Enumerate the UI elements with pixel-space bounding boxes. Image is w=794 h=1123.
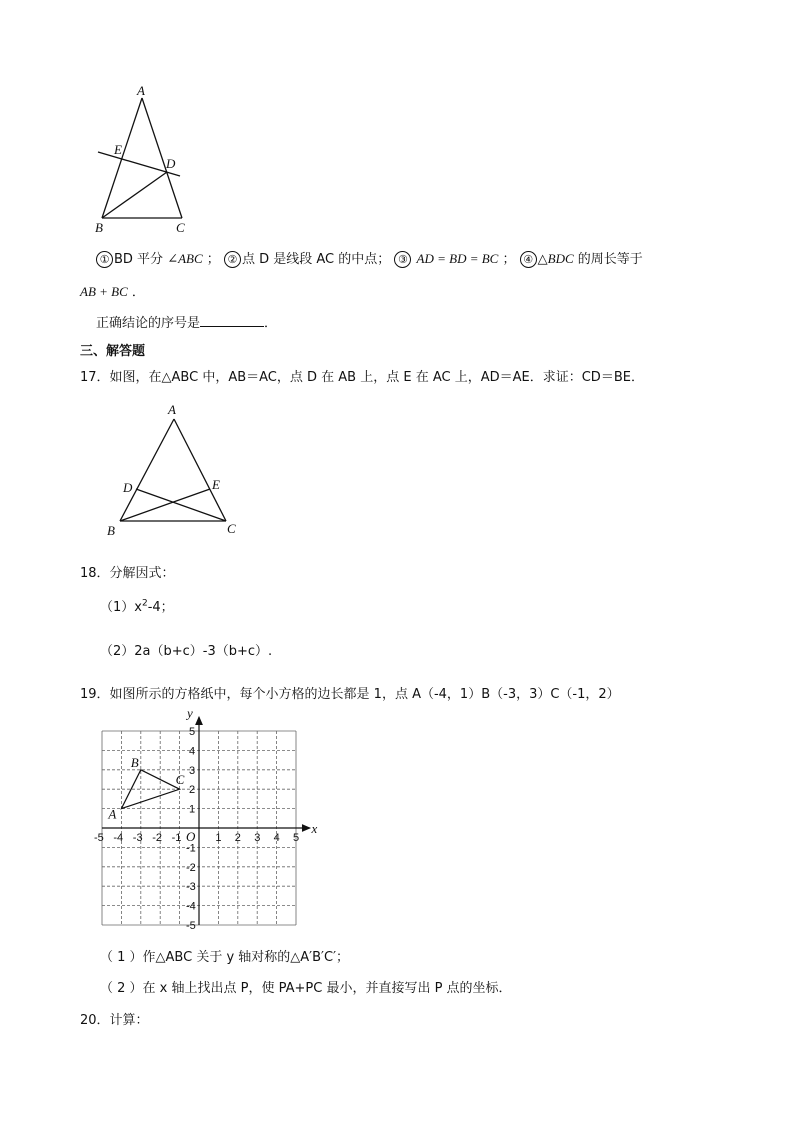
- y-tick-label: 1: [189, 803, 196, 816]
- origin-label: O: [186, 829, 196, 844]
- x-tick-label: 3: [254, 832, 261, 844]
- x-tick-label: -4: [113, 832, 124, 844]
- q19-part-2: （ 2 ）在 x 轴上找出点 P，使 PA+PC 最小，并直接写出 P 点的坐标．: [100, 981, 512, 996]
- q18-part-1-exponent: 2: [141, 598, 148, 609]
- label-c-2: C: [227, 521, 236, 536]
- y-tick-label: -3: [186, 881, 196, 894]
- label-b-2: B: [107, 523, 115, 538]
- q19-text: 19．如图所示的方格纸中，每个小方格的边长都是 1，点 A（-4，1）B（-3，3）C（-1，2）: [80, 687, 620, 702]
- label-d: D: [166, 156, 176, 171]
- x-tick-label: -1: [171, 832, 182, 844]
- circled-number-3: ③: [394, 251, 411, 268]
- x-tick-label: -5: [94, 832, 104, 844]
- point-label-a: A: [108, 806, 117, 822]
- label-c: C: [176, 220, 185, 235]
- y-tick-label: 2: [189, 784, 196, 797]
- y-axis-label: y: [187, 708, 193, 721]
- segment-ab: [102, 98, 142, 218]
- label-e-2: E: [212, 477, 220, 492]
- q16-math-angle-abc: ∠ABC: [167, 251, 203, 266]
- answer-blank[interactable]: [200, 314, 264, 327]
- q18-part-2: （2）2a（b+c）-3（b+c）.: [100, 644, 273, 659]
- q16-math-triangle-bdc: △BDC: [537, 251, 574, 266]
- q19-part-1: （ 1 ）作△ABC 关于 y 轴对称的△A′B′C′；: [100, 950, 350, 965]
- q16-math-ad-bd-bc: AD = BD = BC: [416, 251, 499, 266]
- q18-part-1-a: （1）x: [100, 600, 142, 615]
- q16-answer-end: ．: [264, 316, 278, 331]
- triangle-figure-1: [0, 0, 260, 245]
- q16-math-ab-plus-bc: AB + BC: [80, 284, 128, 299]
- label-d-2: D: [123, 480, 133, 495]
- q16-end: ．: [131, 285, 145, 300]
- label-b: B: [95, 220, 103, 235]
- y-tick-label: -5: [186, 920, 196, 932]
- point-label-c: C: [175, 772, 185, 788]
- label-a-2: A: [168, 402, 176, 417]
- segment-ac: [142, 98, 182, 218]
- segment-ab-2: [120, 419, 174, 521]
- q16-sep3: ；: [502, 252, 516, 267]
- circled-number-4: ④: [520, 251, 537, 268]
- q16-statements-line: [96, 248, 643, 268]
- x-tick-label: 1: [215, 832, 222, 844]
- section-title: 三、解答题: [80, 344, 146, 359]
- q16-statements-line-2: [80, 281, 145, 300]
- circled-number-1: ①: [96, 251, 113, 268]
- q18-text: 18．分解因式：: [80, 566, 175, 581]
- q16-s2: 点 D 是线段 AC 的中点；: [241, 252, 391, 267]
- circled-number-2: ②: [224, 251, 241, 268]
- q16-s1: BD 平分: [114, 252, 164, 267]
- x-tick-label: -3: [132, 832, 143, 844]
- label-a: A: [137, 83, 145, 98]
- q16-s4: 的周长等于: [577, 252, 643, 267]
- point-label-b: B: [130, 754, 139, 770]
- x-tick-label: 4: [273, 832, 280, 844]
- triangle-figure-2: [100, 400, 250, 545]
- y-tick-label: 3: [189, 764, 196, 777]
- y-axis-arrow: [196, 717, 202, 724]
- q18-part-1-b: -4；: [147, 600, 174, 615]
- q16-answer-line: [96, 312, 277, 331]
- y-tick-label: 5: [189, 726, 196, 738]
- q16-answer-prefix: 正确结论的序号是: [96, 316, 201, 331]
- y-tick-label: -4: [186, 900, 196, 913]
- y-tick-label: -1: [186, 842, 196, 855]
- x-tick-label: 5: [293, 832, 300, 844]
- segment-bd: [102, 172, 167, 218]
- q16-sep1: ；: [206, 252, 220, 267]
- triangle-abc: [121, 770, 179, 809]
- q17-text: 17．如图，在△ABC 中，AB＝AC，点 D 在 AB 上，点 E 在 AC 上，AD＝AE．求证：CD＝BE．: [80, 370, 644, 385]
- x-axis-label: x: [311, 821, 318, 836]
- q18-part-1: [100, 596, 174, 615]
- y-tick-label: -2: [186, 861, 196, 874]
- x-tick-label: 2: [234, 832, 241, 844]
- q20-text: 20．计算：: [80, 1013, 149, 1028]
- label-e: E: [114, 142, 122, 157]
- coordinate-grid: [85, 708, 320, 938]
- x-tick-label: -2: [152, 832, 162, 844]
- segment-be: [120, 489, 210, 521]
- y-tick-label: 4: [189, 745, 196, 758]
- x-axis-arrow: [303, 825, 310, 831]
